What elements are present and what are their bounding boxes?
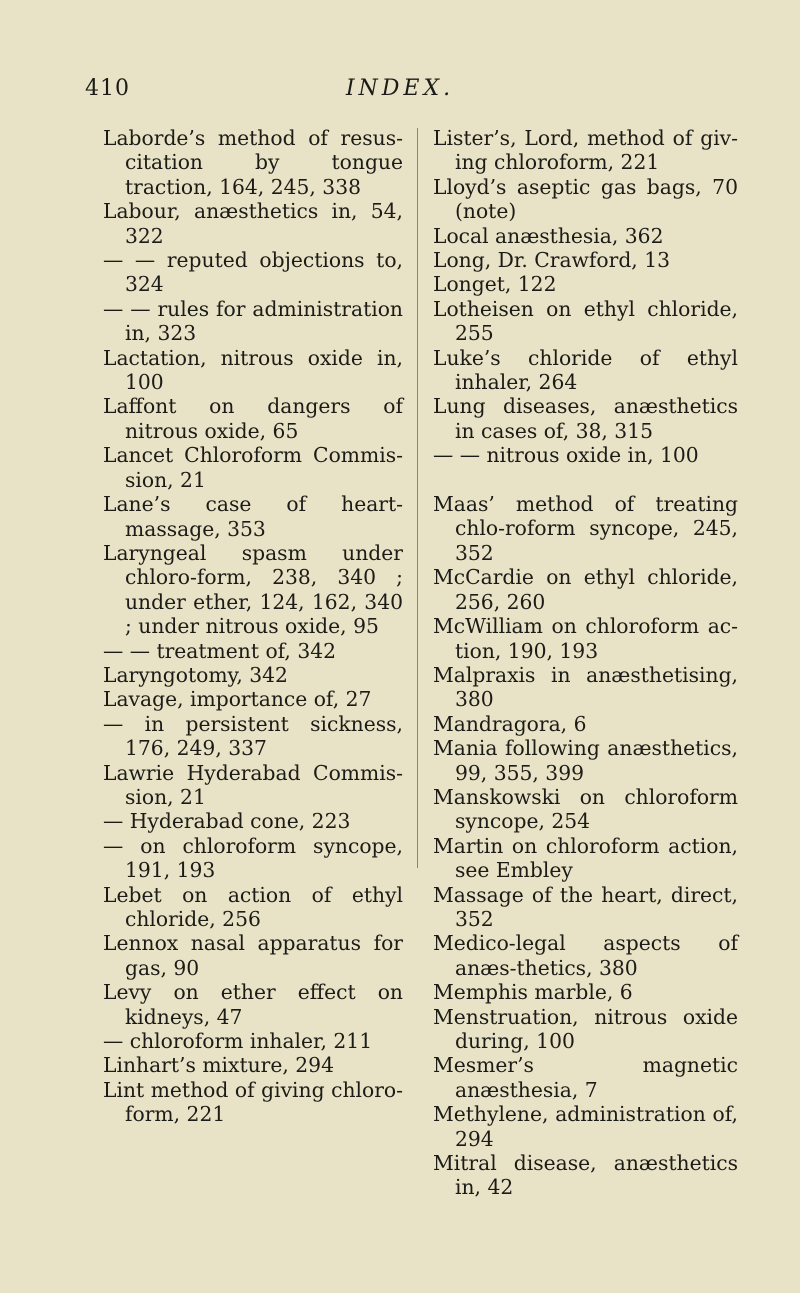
index-entry: — on chloroform syncope, 191, 193	[103, 833, 403, 883]
index-entry: Lavage, importance of, 27	[103, 687, 372, 712]
index-entry: Local anæsthesia, 362	[433, 223, 664, 248]
index-entry: — — rules for administration in, 323	[103, 296, 403, 346]
index-entry: Lotheisen on ethyl chloride, 255	[433, 296, 738, 346]
letter-section-gap	[433, 468, 738, 492]
index-entry: Lane’s case of heart-massage, 353	[103, 492, 403, 541]
index-column-right	[433, 126, 738, 1200]
index-entry: Menstruation, nitrous oxide during, 100	[433, 1004, 738, 1054]
index-entry: Maas’ method of treating chlo-roform syncope, 245, 352	[433, 492, 738, 565]
index-entry: Levy on ether effect on kidneys, 47	[103, 980, 403, 1029]
index-entry: Lloyd’s aseptic gas bags, 70 (note)	[433, 174, 738, 224]
running-title: INDEX.	[345, 76, 455, 101]
index-entry: Medico-legal aspects of anæs-thetics, 380	[433, 931, 738, 980]
page-number: 410	[85, 76, 130, 101]
index-entry: Massage of the heart, direct, 352	[433, 882, 738, 931]
index-entry: Lebet on action of ethyl chloride, 256	[103, 882, 403, 931]
index-entry: Lennox nasal apparatus for gas, 90	[103, 931, 403, 980]
page-header	[0, 72, 800, 112]
index-entry: — in persistent sickness, 176, 249, 337	[103, 711, 403, 761]
index-entry: Laryngotomy, 342	[103, 662, 288, 687]
index-entry: Laffont on dangers of nitrous oxide, 65	[103, 394, 403, 443]
index-entry: Methylene, administration of, 294	[433, 1102, 738, 1151]
index-entry: Mania following anæsthetics, 99, 355, 399	[433, 736, 738, 785]
index-entry: — — nitrous oxide in, 100	[433, 443, 699, 468]
index-entry: Mitral disease, anæsthetics in, 42	[433, 1151, 738, 1200]
index-entry: — Hyderabad cone, 223	[103, 809, 351, 834]
index-entry: Lawrie Hyderabad Commis-sion, 21	[103, 760, 403, 809]
index-column-left	[103, 126, 403, 1127]
column-divider	[417, 128, 418, 868]
index-entry: — chloroform inhaler, 211	[103, 1029, 373, 1054]
index-entry: — — treatment of, 342	[103, 638, 337, 663]
index-entry: Manskowski on chloroform syncope, 254	[433, 784, 738, 834]
index-entry: Laryngeal spasm under chloro-form, 238, 340 ; under ether, 124, 162, 340 ; under nitrous oxide, 95	[103, 540, 403, 639]
index-entry: Mesmer’s magnetic anæsthesia, 7	[433, 1053, 738, 1102]
index-entry: Long, Dr. Crawford, 13	[433, 248, 670, 273]
index-entry: Longet, 122	[433, 272, 557, 297]
index-entry: Labour, anæsthetics in, 54, 322	[103, 199, 403, 248]
index-entry: Luke’s chloride of ethyl inhaler, 264	[433, 345, 738, 395]
index-entry: Memphis marble, 6	[433, 980, 633, 1005]
index-entry: — — reputed objections to, 324	[103, 248, 403, 297]
index-entry: Lung diseases, anæsthetics in cases of, 38, 315	[433, 394, 738, 443]
index-entry: McCardie on ethyl chloride, 256, 260	[433, 565, 738, 614]
index-entry: Martin on chloroform action, see Embley	[433, 833, 738, 883]
index-entry: Linhart’s mixture, 294	[103, 1053, 334, 1078]
index-entry: Lancet Chloroform Commis-sion, 21	[103, 443, 403, 492]
index-entry: McWilliam on chloroform ac-tion, 190, 193	[433, 614, 738, 663]
index-entry: Lister’s, Lord, method of giv-ing chloroform, 221	[433, 126, 738, 175]
index-entry: Laborde’s method of resus-citation by tongue traction, 164, 245, 338	[103, 126, 403, 199]
index-entry: Malpraxis in anæsthetising, 380	[433, 662, 738, 712]
index-entry: Lint method of giving chloro-form, 221	[103, 1077, 403, 1127]
index-entry: Mandragora, 6	[433, 711, 587, 736]
index-entry: Lactation, nitrous oxide in, 100	[103, 345, 403, 395]
